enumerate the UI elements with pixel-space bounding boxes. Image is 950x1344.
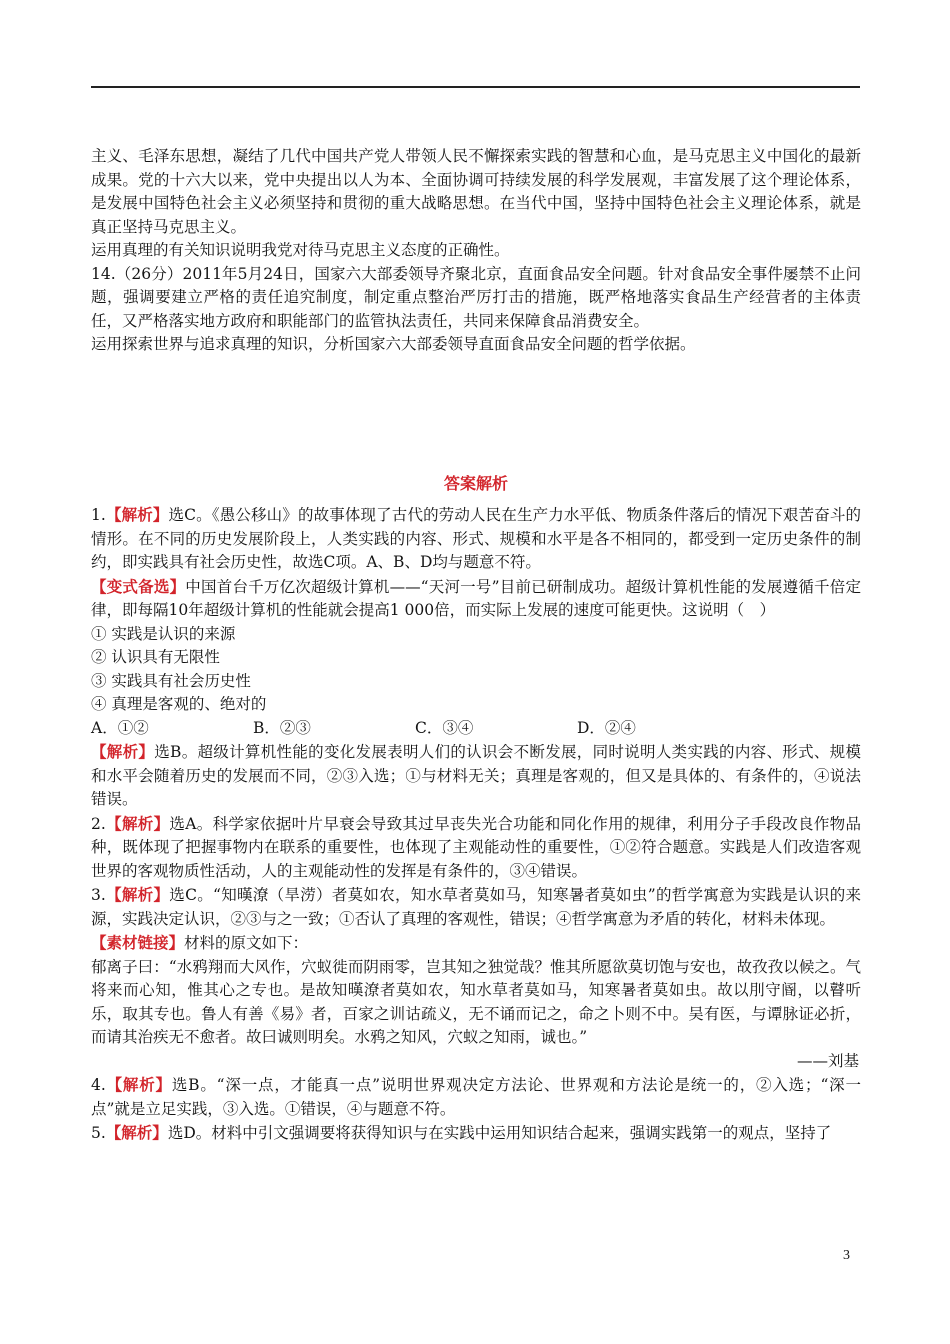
paragraph-continuation: 主义、毛泽东思想，凝结了几代中国共产党人带领人民不懈探索实践的智慧和心血，是马克思主义中国化的最新成果。党的十六大以来，党中央提出以人为本、全面协调可持续发展的科学发展观，丰富发展了这个理论体系，是发展中国特色社会主义必须坚持和贯彻的重大战略思想。在当代中国，坚持中国特色社会主义理论体系，就是真正坚持马克思主义。: [91, 147, 861, 236]
material-author: ——刘基: [796, 1051, 859, 1070]
answer-space: [91, 357, 861, 472]
answer-text: 选D。材料中引文强调要将获得知识与在实践中运用知识结合起来，强调实践第一的观点，坚持了: [167, 1124, 832, 1142]
material-intro: 材料的原文如下：: [184, 934, 309, 952]
answer-2: [91, 812, 861, 884]
answers-title: 答案解析: [443, 473, 508, 493]
question-14: 14.（26分）2011年5月24日，国家六大部委领导齐聚北京，直面食品安全问题。针对食品安全事件屡禁不止问题，强调要建立严格的责任追究制度，制定重点整治严厉打击的措施，既严格地落实食品生产经营者的主体责任，又严格落实地方政府和职能部门的监管执法责任，共同来保障食品消费安全。: [91, 264, 861, 330]
variant-item: ① 实践是认识的来源: [91, 624, 236, 643]
material-tag: 【素材链接】: [91, 933, 185, 952]
answer-5: [91, 1121, 861, 1146]
option-d: D．②④: [577, 718, 636, 737]
answer-number: 3.: [91, 886, 106, 904]
analysis-tag: 【解析】: [105, 505, 169, 524]
variant-item: ③ 实践具有社会历史性: [91, 671, 251, 690]
answer-text: 选C。“知暵潦（旱涝）者莫如农，知水草者莫如马，知寒暑者莫如虫”的哲学寓意为实践是认识的来源，实践决定认识，②③与之一致；①否认了真理的客观性，错误；④哲学寓意为矛盾的转化，材料未体现。: [91, 886, 861, 928]
analysis-tag: 【解析】: [105, 1075, 172, 1094]
analysis-tag: 【解析】: [91, 742, 155, 761]
header-rule: [91, 86, 860, 88]
option-b: B．②③: [253, 718, 311, 737]
option-c: C．③④: [415, 718, 474, 737]
variant-item: ② 认识具有无限性: [91, 648, 220, 666]
option-a: A．①②: [91, 718, 149, 737]
material-link: [91, 931, 861, 956]
variant-analysis: [91, 740, 861, 812]
question-13-task: 运用真理的有关知识说明我党对待马克思主义态度的正确性。: [91, 241, 510, 259]
question-14-task: 运用探索世界与追求真理的知识，分析国家六大部委领导直面食品安全问题的哲学依据。: [91, 335, 696, 353]
material-text: 郁离子曰：“水鸦翔而大风作，穴蚁徙而阴雨零，岂其知之独觉哉？惟其所愿欲莫切饱与安也，故孜孜以候之。气将来而心知，惟其心之专也。是故知暵潦者莫如农，知水草者莫如马，知寒暑者莫如虫。故以刖守阍，以瞽听乐，取其专也。鲁人有善《易》者，百家之训诂疏义，无不诵而记之，命之卜则不中。吴有医，与谭脉证必折，而请其治疾无不愈者。故曰诚则明矣。水鸦之知风，穴蚁之知雨，诚也。”: [91, 957, 861, 1046]
answer-3: [91, 883, 861, 931]
page-number: 3: [843, 1248, 850, 1263]
variant-question: [91, 575, 861, 623]
answer-1: [91, 503, 861, 575]
page-content: [91, 145, 861, 1146]
answer-number: 5.: [91, 1124, 106, 1142]
answer-text: 选A。科学家依据叶片早衰会导致其过早丧失光合功能和同化作用的规律，利用分子手段改良作物品种，既体现了把握事物内在联系的重要性，也体现了主观能动性的重要性，①②符合题意。实践是人们改造客观世界的客观物质性活动，人的主观能动性的发挥是有条件的，③④错误。: [91, 814, 861, 880]
answer-text: 选C。《愚公移山》的故事体现了古代的劳动人民在生产力水平低、物质条件落后的情况下艰苦奋斗的情形。在不同的历史发展阶段上，人类实践的内容、形式、规模和水平是各不相同的，都受到一定历史条件的制约，即实践具有社会历史性，故选C项。A、B、D均与题意不符。: [91, 506, 861, 571]
variant-item: ④ 真理是客观的、绝对的: [91, 695, 267, 713]
analysis-text: 选B。超级计算机性能的变化发展表明人们的认识会不断发展，同时说明人类实践的内容、形式、规模和水平会随着历史的发展而不同，②③入选；①与材料无关；真理是客观的，但又是具体的、有条件的，④说法错误。: [91, 743, 861, 808]
answer-number: 2.: [91, 814, 106, 833]
answer-number: 4.: [91, 1076, 106, 1094]
variant-options: [91, 717, 861, 741]
answer-text: 选B。“深一点，才能真一点”说明世界观决定方法论、世界观和方法论是统一的，②入选；“深一点”就是立足实践，③入选。①错误，④与题意不符。: [91, 1076, 861, 1118]
answer-number: 1.: [91, 506, 106, 524]
analysis-tag: 【解析】: [105, 1123, 168, 1142]
analysis-tag: 【解析】: [105, 885, 170, 904]
answer-4: [91, 1073, 861, 1121]
analysis-tag: 【解析】: [105, 813, 170, 833]
variant-tag: 【变式备选】: [91, 576, 186, 596]
variant-text: 中国首台千万亿次超级计算机——“天河一号”目前已研制成功。超级计算机性能的发展遵循千倍定律，即每隔10年超级计算机的性能就会提高1 000倍，而实际上发展的速度可能更快。这说明（ ）: [91, 577, 861, 619]
